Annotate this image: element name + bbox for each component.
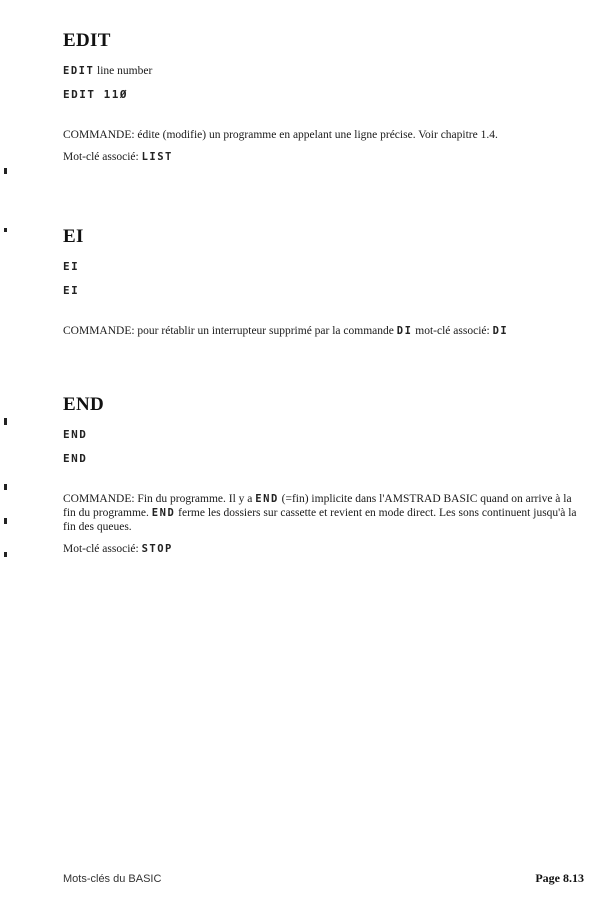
margin-mark (4, 228, 7, 232)
related-label: Mot-clé associé: (63, 151, 139, 163)
description-part-1: COMMANDE: Fin du programme. Il y a (63, 493, 253, 505)
syntax-argument: line number (97, 65, 153, 77)
example-line: EI (63, 284, 80, 297)
section-ei (63, 226, 583, 346)
description: COMMANDE: édite (modifie) un programme en appelant une ligne précise. Voir chapitre 1.4. (63, 129, 498, 141)
description-keyword: DI (396, 325, 413, 337)
description-part-3: ferme les dossiers sur cassette et revient en mode direct. Les sons continuent jusqu'à la fin des queues. (63, 507, 577, 533)
syntax-keyword: EDIT (63, 65, 95, 77)
margin-mark (4, 418, 7, 425)
description-keyword-2: END (151, 507, 176, 519)
related-label: Mot-clé associé: (63, 543, 139, 555)
margin-mark (4, 168, 7, 174)
description (63, 324, 583, 338)
related-keywords (63, 150, 583, 164)
related-keyword: STOP (141, 543, 173, 555)
section-title: EDIT (63, 30, 111, 51)
description-keyword-1: END (255, 493, 279, 505)
example-line: EDIT 11Ø (63, 88, 128, 101)
syntax-line (63, 64, 583, 78)
margin-mark (4, 552, 7, 557)
related-keyword: LIST (141, 151, 173, 163)
syntax-line: EI (63, 260, 80, 273)
description-text: COMMANDE: pour rétablir un interrupteur supprimé par la commande (63, 325, 394, 337)
description-part-2: (=fin) implicite dans l'AMSTRAD BASIC quand on arrive à la fin du programme. (63, 493, 572, 519)
related-keywords (63, 542, 583, 556)
section-edit (63, 30, 583, 172)
footer-section-name: Mots-clés du BASIC (63, 873, 162, 885)
margin-mark (4, 518, 7, 524)
description-keyword-2: DI (492, 325, 509, 337)
section-title: EI (63, 226, 84, 247)
description (63, 492, 583, 534)
example-line: END (63, 452, 88, 465)
section-end (63, 394, 583, 564)
page-number: Page 8.13 (535, 871, 584, 885)
syntax-line: END (63, 428, 88, 441)
description-suffix: mot-clé associé: (415, 325, 490, 337)
section-title: END (63, 394, 105, 415)
margin-mark (4, 484, 7, 490)
